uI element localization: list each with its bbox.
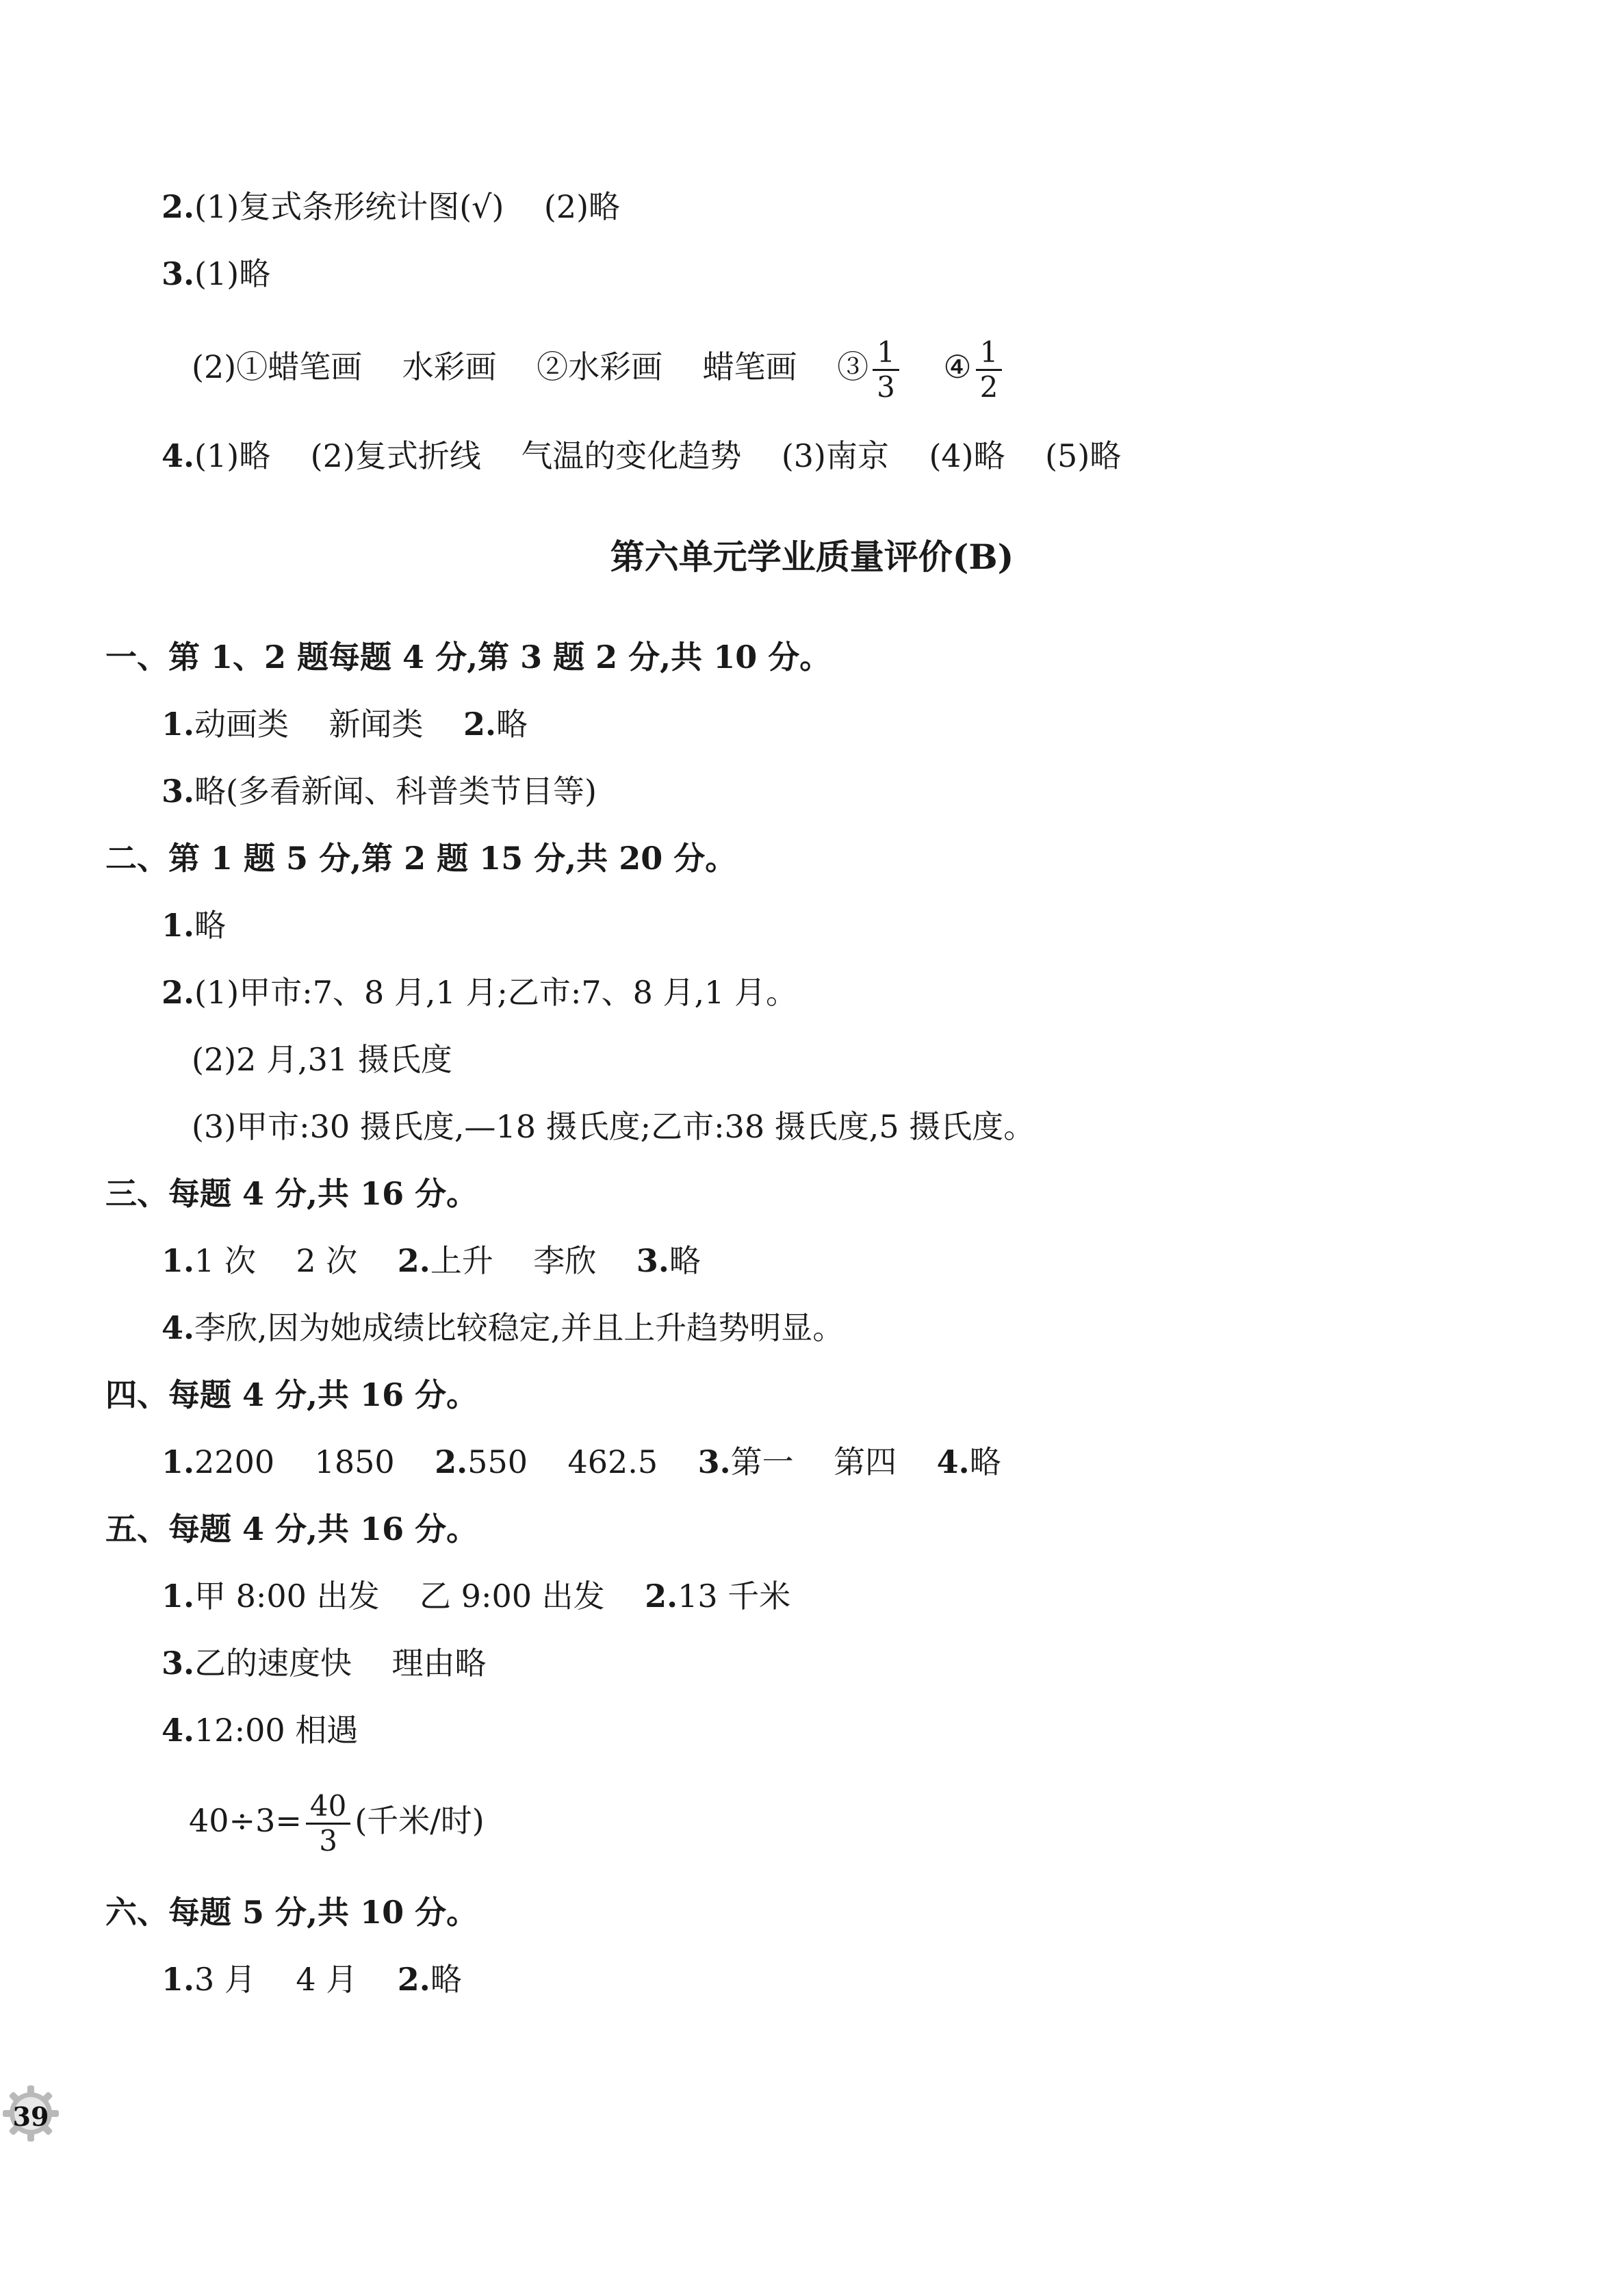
answer-text: 乙的速度快 理由略 bbox=[194, 1645, 487, 1682]
page-number: 39 bbox=[12, 2101, 49, 2132]
section-2-line-4: (3)甲市:30 摄氏度,—18 摄氏度;乙市:38 摄氏度,5 摄氏度。 bbox=[192, 1108, 1035, 1145]
answer-text: 第一 第四 bbox=[730, 1443, 937, 1480]
item-number: 1. bbox=[162, 1961, 195, 1998]
answer-text: 动画类 新闻类 bbox=[194, 706, 464, 743]
answer-text: (2)①蜡笔画 水彩画 ②水彩画 蜡笔画 ③ bbox=[192, 348, 869, 385]
answer-text: 1 次 2 次 bbox=[194, 1242, 398, 1279]
formula-unit: (千米/时) bbox=[355, 1802, 485, 1839]
item-number: 1. bbox=[162, 1443, 195, 1480]
answer-text: 略 bbox=[194, 907, 227, 944]
answer-text: (1)复式条形统计图(√) (2)略 bbox=[194, 188, 621, 225]
item-number: 1. bbox=[162, 1578, 195, 1615]
item-number: 3. bbox=[636, 1242, 669, 1279]
answer-text: (1)略 (2)复式折线 气温的变化趋势 (3)南京 (4)略 (5)略 bbox=[194, 437, 1122, 474]
answer-text: 略 bbox=[669, 1242, 701, 1279]
answer-text: ④ bbox=[903, 348, 972, 385]
item-number: 3. bbox=[162, 1645, 195, 1682]
answer-line-4 bbox=[162, 435, 1121, 476]
item-number: 4. bbox=[162, 1712, 195, 1749]
answer-line-3 bbox=[162, 253, 270, 294]
section-6-header: 六、每题 5 分,共 10 分。 bbox=[105, 1894, 478, 1931]
answer-text: 550 462.5 bbox=[467, 1443, 698, 1480]
item-number: 2. bbox=[397, 1242, 430, 1279]
section-6-line-1 bbox=[162, 1959, 462, 2000]
section-2-header: 二、第 1 题 5 分,第 2 题 15 分,共 20 分。 bbox=[105, 840, 737, 877]
item-number: 2. bbox=[435, 1443, 468, 1480]
page-number-badge bbox=[1, 2084, 60, 2143]
section-5-line-4 bbox=[189, 1779, 485, 1862]
answer-text: 13 千米 bbox=[678, 1578, 791, 1615]
fraction-one-half: $\frac{1}{2}$ bbox=[976, 336, 1003, 404]
item-number: 1. bbox=[162, 706, 195, 743]
section-1-line-1 bbox=[162, 704, 528, 745]
section-1-header: 一、第 1、2 题每题 4 分,第 3 题 2 分,共 10 分。 bbox=[105, 639, 832, 676]
answer-text: 李欣,因为她成绩比较稳定,并且上升趋势明显。 bbox=[194, 1309, 845, 1346]
answer-text: 略 bbox=[969, 1443, 1001, 1480]
item-number: 3. bbox=[162, 255, 195, 292]
section-5-line-3 bbox=[162, 1710, 358, 1751]
answer-text: 甲 8:00 出发 乙 9:00 出发 bbox=[194, 1578, 645, 1615]
item-number: 4. bbox=[162, 437, 195, 474]
section-2-line-3: (2)2 月,31 摄氏度 bbox=[192, 1041, 452, 1078]
section-3-header: 三、每题 4 分,共 16 分。 bbox=[105, 1175, 478, 1212]
section-4-header: 四、每题 4 分,共 16 分。 bbox=[105, 1376, 478, 1413]
fraction-one-third: $\frac{1}{3}$ bbox=[873, 336, 899, 404]
item-number: 2. bbox=[645, 1578, 678, 1615]
item-number: 2. bbox=[397, 1961, 430, 1998]
answer-text: 略(多看新闻、科普类节目等) bbox=[194, 773, 597, 810]
item-number: 1. bbox=[162, 907, 195, 944]
section-1-line-2 bbox=[162, 771, 597, 812]
section-3-line-1 bbox=[162, 1240, 701, 1281]
answer-text: 略 bbox=[430, 1961, 462, 1998]
section-5-line-2 bbox=[162, 1643, 487, 1684]
answer-text: 略 bbox=[496, 706, 528, 743]
section-5-line-1 bbox=[162, 1576, 790, 1617]
section-3-line-2 bbox=[162, 1307, 844, 1348]
answer-text: (1)略 bbox=[194, 255, 271, 292]
item-number: 3. bbox=[697, 1443, 731, 1480]
answer-text: 12:00 相遇 bbox=[194, 1712, 359, 1749]
formula-text: 40÷3= bbox=[189, 1802, 302, 1839]
item-number: 4. bbox=[936, 1443, 970, 1480]
answer-text: 3 月 4 月 bbox=[194, 1961, 398, 1998]
item-number: 2. bbox=[463, 706, 497, 743]
answer-text: (1)甲市:7、8 月,1 月;乙市:7、8 月,1 月。 bbox=[194, 974, 798, 1011]
item-number: 3. bbox=[162, 773, 195, 810]
answer-text: 2200 1850 bbox=[194, 1443, 435, 1480]
section-4-line-1 bbox=[162, 1441, 1001, 1482]
section-5-header: 五、每题 4 分,共 16 分。 bbox=[105, 1511, 478, 1547]
item-number: 2. bbox=[162, 974, 195, 1011]
item-number: 2. bbox=[162, 188, 195, 225]
section-2-line-2 bbox=[162, 972, 797, 1013]
answer-text: 上升 李欣 bbox=[430, 1242, 636, 1279]
section-heading: 第六单元学业质量评价(B) bbox=[610, 537, 1014, 577]
item-number: 4. bbox=[162, 1309, 195, 1346]
section-2-line-1 bbox=[162, 905, 226, 946]
item-number: 1. bbox=[162, 1242, 195, 1279]
fraction-forty-thirds: $\frac{40}{3}$ bbox=[306, 1790, 350, 1858]
answer-line-3-2 bbox=[192, 326, 1006, 408]
answer-line-2 bbox=[162, 186, 620, 227]
